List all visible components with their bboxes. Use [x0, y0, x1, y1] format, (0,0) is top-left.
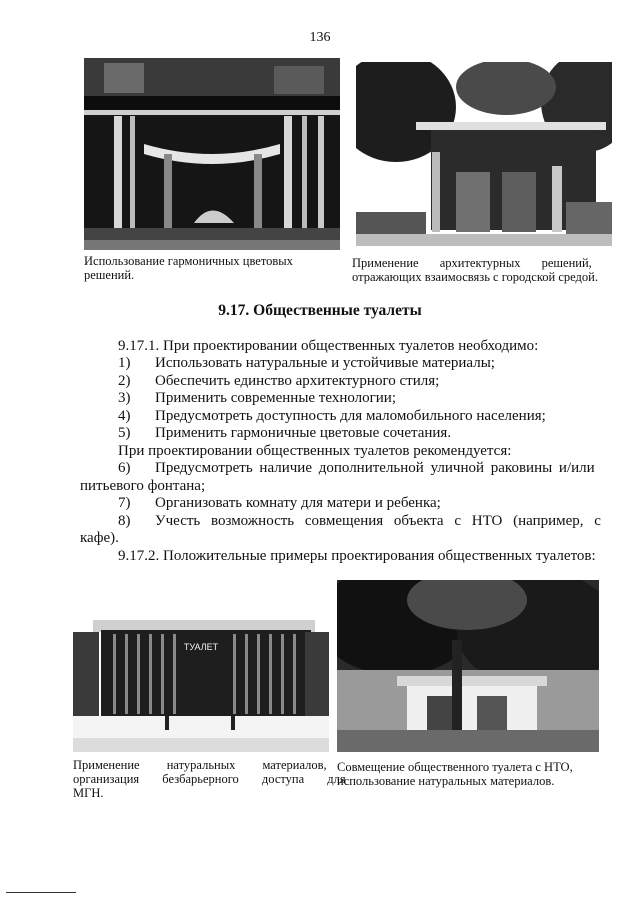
caption-line: решений.: [84, 268, 135, 282]
bottom-right-caption: [337, 760, 599, 788]
list-text: Применить гармоничные цветовые сочетания.: [155, 425, 452, 441]
top-left-caption: [84, 254, 340, 282]
list-text-line: Предусмотреть наличие дополнительной уличной раковины и/или: [155, 460, 595, 476]
list-number: 8): [118, 512, 131, 529]
list-text: [155, 460, 610, 477]
caption-line: МГН.: [73, 786, 104, 800]
list-text: Обеспечить единство архитектурного стиля;: [155, 372, 440, 389]
caption-line: отражающих взаимосвязь с городской средой.: [352, 270, 598, 284]
list-number: 4): [118, 407, 131, 424]
list-text: Учесть возможность совмещения объекта с НТО (например, с: [155, 512, 601, 529]
list-item-continuation: кафе).: [80, 530, 119, 546]
recommended-intro: При проектировании общественных туалетов рекомендуется:: [118, 442, 512, 459]
caption-text: Использование гармоничных цветовых: [84, 254, 293, 268]
section-title: 9.17. Общественные туалеты: [218, 302, 422, 319]
toilet-sign: ТУАЛЕТ: [183, 642, 219, 652]
toilet-facade-photo: [73, 612, 329, 752]
caption-line: Применение архитектурных решений,: [352, 256, 592, 270]
list-number: 7): [118, 495, 131, 511]
caption-line: использование натуральных материалов.: [337, 774, 555, 788]
caption-line: Применение натуральных материалов,: [73, 758, 327, 772]
intro-paragraph: 9.17.1. При проектировании общественных туалетов необходимо:: [118, 338, 539, 354]
caption-line: [84, 254, 340, 268]
list-number: 2): [118, 372, 131, 389]
kiosk-toilet-photo: [337, 580, 599, 752]
caption-line: Совмещение общественного туалета с НТО,: [337, 760, 573, 774]
page-number: 136: [309, 30, 331, 45]
caption-line: организация безбарьерного доступа для: [73, 772, 346, 786]
section-body: [80, 338, 610, 578]
list-text: Организовать комнату для матери и ребенка;: [155, 495, 441, 511]
list-text: Использовать натуральные и устойчивые материалы;: [155, 355, 495, 371]
examples-intro: 9.17.2. Положительные примеры проектирования общественных туалетов:: [118, 547, 596, 564]
list-number: 1): [118, 355, 131, 371]
list-number: 5): [118, 425, 131, 441]
list-item-continuation: питьевого фонтана;: [80, 477, 206, 494]
list-number: 3): [118, 390, 131, 406]
list-text: Предусмотреть доступность для маломобильного населения;: [155, 407, 546, 424]
pavilion-photo: [356, 62, 612, 246]
list-text: Применить современные технологии;: [155, 390, 397, 406]
footer-rule: [6, 892, 76, 893]
list-number: 6): [118, 460, 131, 476]
bottom-left-caption: [73, 758, 346, 800]
top-right-caption: [352, 256, 614, 284]
building-canopy-photo: [84, 58, 340, 250]
